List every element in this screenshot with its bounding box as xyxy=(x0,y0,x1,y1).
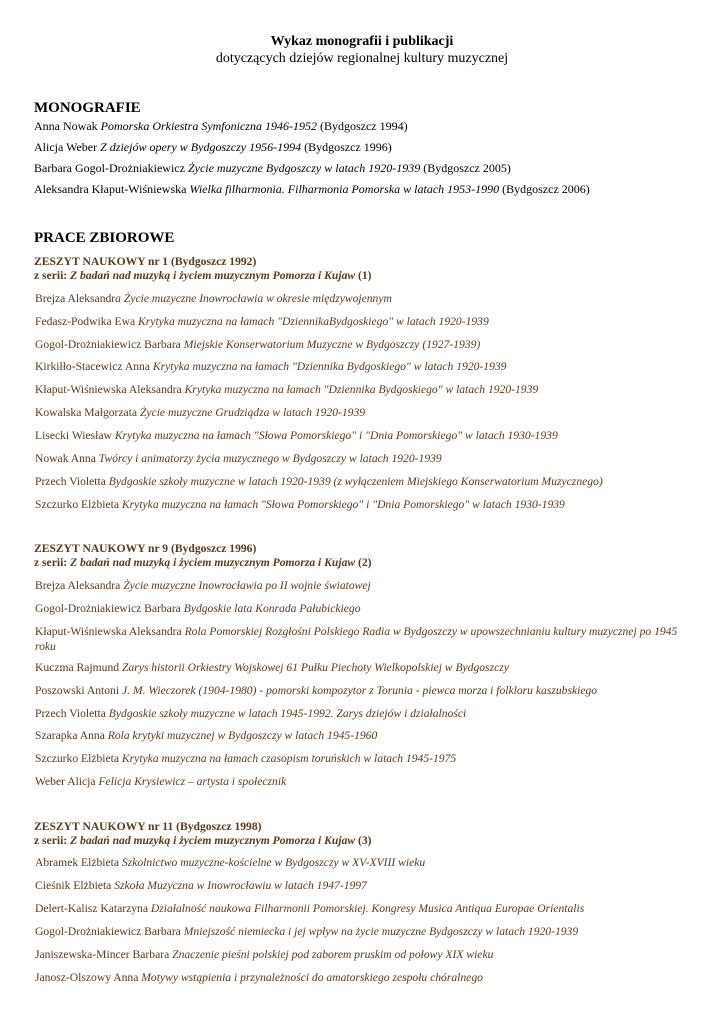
volume-title: ZESZYT NAUKOWY nr 11 (Bydgoszcz 1998) xyxy=(34,820,262,833)
volume-series: z serii: Z badań nad muzyką i życiem muzycznym Pomorza i Kujaw (1) xyxy=(34,269,372,282)
list-item: Weber Alicja Felicja Krysiewicz – artysta i społecznik xyxy=(35,775,287,788)
list-item: Szczurko Elżbieta Krytyka muzyczna na łamach "Słowa Pomorskiego" i "Dnia Pomorskiego" w latach 1930-1939 xyxy=(35,498,565,511)
list-item: Szarapka Anna Rola krytyki muzycznej w Bydgoszczy w latach 1945-1960 xyxy=(35,729,378,742)
page-subtitle: dotyczących dziejów regionalnej kultury muzycznej xyxy=(215,51,509,66)
list-item: Fedasz-Podwika Ewa Krytyka muzyczna na łamach "DziennikaBydgoskiego" w latach 1920-1939 xyxy=(35,315,489,328)
monograph-publication: (Bydgoszcz 1994) xyxy=(319,119,408,133)
list-item: Delert-Kalisz Katarzyna Działalność naukowa Filharmonii Pomorskiej. Kongresy Musica Antiqua Europae Orientalis xyxy=(35,902,585,915)
volume-title: ZESZYT NAUKOWY nr 9 (Bydgoszcz 1996) xyxy=(34,542,257,555)
volume-title: ZESZYT NAUKOWY nr 1 (Bydgoszcz 1992) xyxy=(34,255,257,268)
list-item: Cieśnik Elżbieta Szkoła Muzyczna w Inowrocławiu w latach 1947-1997 xyxy=(35,879,367,892)
list-item: Przech Violetta Bydgoskie szkoły muzyczne w latach 1920-1939 (z wyłączeniem Miejskiego Konserwatorium Muzycznego) xyxy=(35,475,603,488)
list-item: Nowak Anna Twórcy i animatorzy życia muzycznego w Bydgoszczy w latach 1920-1939 xyxy=(35,452,442,465)
monograph-title: Życie muzyczne Bydgoszczy w latach 1920-1939 xyxy=(187,161,421,175)
list-item: Gogol-Drożniakiewicz Barbara Bydgoskie lata Konrada Pałubickiego xyxy=(35,602,361,615)
volume-header xyxy=(34,255,372,283)
volume-header xyxy=(34,542,372,570)
list-item: Przech Violetta Bydgoskie szkoły muzyczne w latach 1945-1992. Zarys dziejów i działalności xyxy=(35,707,467,720)
page-title: Wykaz monografii i publikacji xyxy=(270,34,454,49)
monograph-publication: (Bydgoszcz 1996) xyxy=(304,140,392,154)
list-item: Brejza Aleksandra Życie muzyczne Inowrocławia po II wojnie światowej xyxy=(35,579,371,592)
section-heading-monografie: MONOGRAFIE xyxy=(34,100,141,116)
monograph-author: Aleksandra Kłaput-Wiśniewska xyxy=(34,182,187,196)
list-item: Janosz-Olszowy Anna Motywy wstąpienia i przynależności do amatorskiego zespołu chóralnego xyxy=(35,971,483,984)
list-item: Kowalska Małgorzata Życie muzyczne Grudziądza w latach 1920-1939 xyxy=(35,406,366,419)
monograph-publication: (Bydgoszcz 2006) xyxy=(502,182,590,196)
list-item: Kirkiłło-Stacewicz Anna Krytyka muzyczna na łamach "Dziennika Bydgoskiego" w latach 1920-1939 xyxy=(35,360,507,373)
list-item: Kuczma Rajmund Zarys historii Orkiestry Wojskowej 61 Pułku Piechoty Wielkopolskiej w Bydgoszczy xyxy=(35,661,509,674)
list-item: Kłaput-Wiśniewska Aleksandra Rola Pomorskiej Rozgłośni Polskiego Radia w Bydgoszczy w upowszechnianiu kultury muzycznej po 1945 roku xyxy=(35,625,678,653)
monograph-author: Barbara Gogol-Drożniakiewicz xyxy=(34,161,185,175)
list-item: Poszowski Antoni J. M. Wieczorek (1904-1980) - pomorski kompozytor z Torunia - piewca morza i folkloru kaszubskiego xyxy=(35,684,598,697)
list-item: Gogol-Drożniakiewicz Barbara Mniejszość niemiecka i jej wpływ na życie muzyczne Bydgoszczy w latach 1920-1939 xyxy=(35,925,579,938)
list-item: Szczurko Elżbieta Krytyka muzyczna na łamach czasopism toruńskich w latach 1945-1975 xyxy=(35,752,457,765)
monograph-item xyxy=(34,182,590,197)
monograph-author: Alicja Weber xyxy=(34,140,98,154)
section-heading-prace-zbiorowe: PRACE ZBIOROWE xyxy=(34,230,175,246)
monograph-item xyxy=(34,161,511,176)
monograph-item xyxy=(34,140,392,155)
monograph-title: Pomorska Orkiestra Symfoniczna 1946-1952 xyxy=(100,119,317,133)
monograph-title: Z dziejów opery w Bydgoszczy 1956-1994 xyxy=(100,140,302,154)
monograph-item xyxy=(34,119,408,134)
list-item: Kłaput-Wiśniewska Aleksandra Krytyka muzyczna na łamach "Dziennika Bydgoskiego" w latach 1920-1939 xyxy=(35,383,539,396)
list-item: Lisecki Wiesław Krytyka muzyczna na łamach "Słowa Pomorskiego" i "Dnia Pomorskiego" w latach 1930-1939 xyxy=(35,429,558,442)
list-item: Abramek Elżbieta Szkolnictwo muzyczne-kościelne w Bydgoszczy w XV-XVIII wieku xyxy=(35,856,426,869)
monograph-author: Anna Nowak xyxy=(34,119,98,133)
monograph-publication: (Bydgoszcz 2005) xyxy=(423,161,511,175)
volume-series: z serii: Z badań nad muzyką i życiem muzycznym Pomorza i Kujaw (3) xyxy=(34,834,372,847)
list-item: Janiszewska-Mincer Barbara Znaczenie pieśni polskiej pod zaborem pruskim od połowy XIX wieku xyxy=(35,948,494,961)
volume-header xyxy=(34,820,372,848)
list-item: Gogol-Drożniakiewicz Barbara Miejskie Konserwatorium Muzyczne w Bydgoszczy (1927-1939) xyxy=(35,338,481,351)
monograph-title: Wielka filharmonia. Filharmonia Pomorska w latach 1953-1990 xyxy=(189,182,500,196)
list-item: Brejza Aleksandra Życie muzyczne Inowrocławia w okresie międzywojennym xyxy=(35,292,392,305)
volume-series: z serii: Z badań nad muzyką i życiem muzycznym Pomorza i Kujaw (2) xyxy=(34,556,372,569)
